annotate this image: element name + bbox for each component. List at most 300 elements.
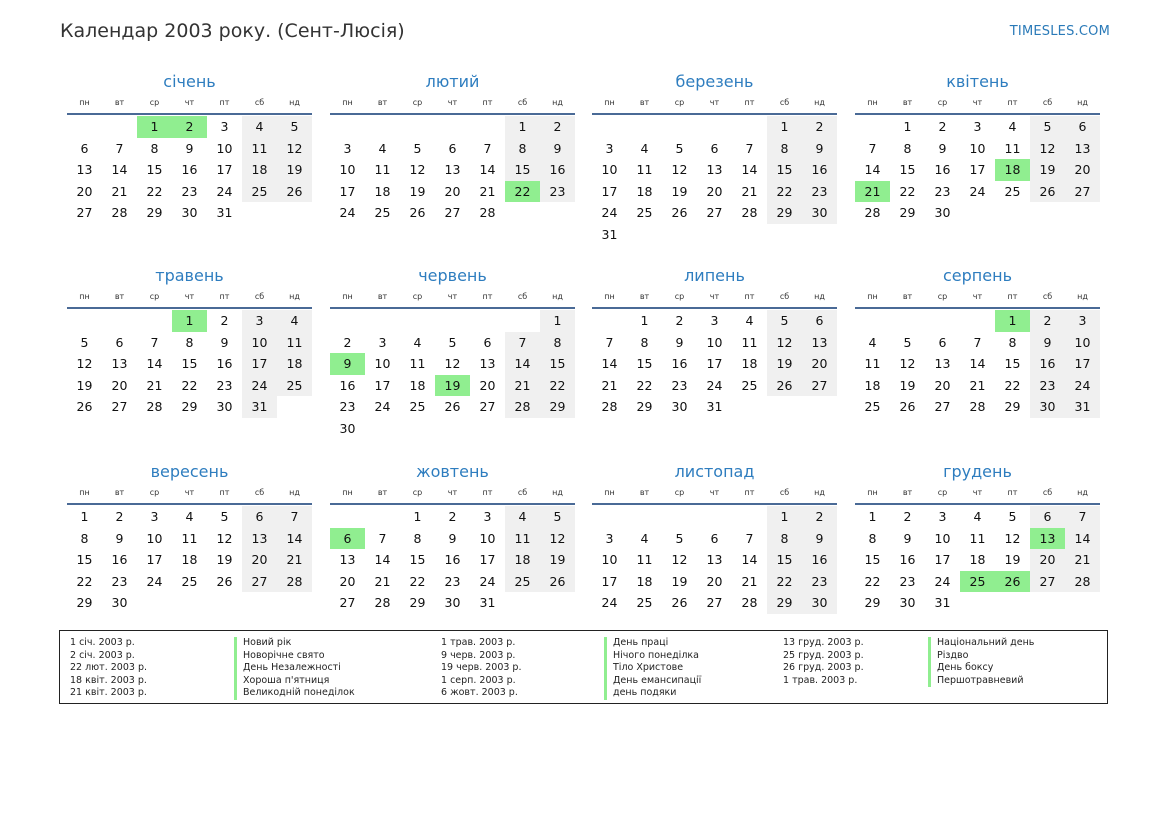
day-cell: 6 — [710, 140, 719, 156]
day-cell: 29 — [409, 595, 426, 610]
day-cell: 11 — [277, 332, 312, 354]
month-name: серпень — [943, 266, 1012, 285]
empty-cell — [137, 310, 172, 332]
weekday-label: пт — [1007, 292, 1018, 301]
weekday-label: сб — [517, 292, 528, 301]
empty-cell — [365, 116, 400, 138]
day-cell: 24 — [601, 205, 618, 220]
day-cell: 17 — [706, 356, 723, 371]
day-cell: 3 — [150, 509, 159, 524]
day-cell: 21 — [277, 549, 312, 571]
day-cell: 5 — [220, 509, 229, 524]
day-cell: 7 — [745, 530, 754, 546]
day-cell: 18 — [242, 159, 277, 181]
day-cell: 23 — [802, 571, 837, 593]
month-block — [855, 264, 1100, 418]
day-cell: 28 — [146, 399, 163, 414]
day-cell: 15 — [146, 162, 163, 177]
day-grid — [67, 506, 312, 614]
weekday-header — [855, 290, 1100, 309]
day-cell: 28 — [1065, 571, 1100, 593]
weekday-label: нд — [1077, 292, 1088, 301]
day-grid — [330, 116, 575, 224]
day-cell: 16 — [671, 356, 688, 371]
day-cell: 14 — [864, 162, 881, 177]
day-cell: 31 — [934, 595, 951, 610]
month-name: грудень — [943, 462, 1012, 481]
day-cell: 1 — [995, 310, 1030, 332]
day-cell: 27 — [706, 595, 723, 610]
day-cell: 14 — [146, 356, 163, 371]
day-cell: 15 — [636, 356, 653, 371]
empty-cell — [592, 310, 627, 332]
day-grid — [330, 506, 575, 614]
day-cell: 11 — [636, 162, 653, 177]
day-cell: 25 — [277, 375, 312, 397]
day-cell: 12 — [409, 162, 426, 177]
day-cell: 17 — [216, 162, 233, 177]
day-cell: 2 — [802, 506, 837, 528]
day-cell: 13 — [1030, 528, 1065, 550]
empty-cell — [400, 116, 435, 138]
day-cell: 18 — [995, 159, 1030, 181]
day-cell: 18 — [409, 377, 426, 393]
day-cell: 7 — [378, 530, 387, 546]
weekday-label: пн — [867, 488, 878, 497]
empty-cell — [365, 310, 400, 332]
day-cell: 14 — [374, 552, 391, 567]
legend-holiday-name: Першотравневий — [928, 675, 1034, 688]
day-cell: 16 — [111, 552, 128, 567]
day-cell: 21 — [505, 375, 540, 397]
weekday-label: чт — [447, 98, 458, 107]
day-cell: 18 — [636, 573, 653, 589]
day-cell: 30 — [671, 399, 688, 414]
empty-cell — [662, 116, 697, 138]
day-cell: 14 — [741, 552, 758, 567]
day-cell: 23 — [444, 573, 461, 589]
day-cell: 29 — [181, 399, 198, 414]
day-cell: 8 — [413, 530, 422, 546]
day-cell: 2 — [938, 119, 947, 134]
day-cell: 13 — [802, 332, 837, 354]
day-cell: 24 — [146, 573, 163, 589]
day-cell: 11 — [409, 356, 426, 371]
day-cell: 11 — [969, 530, 986, 546]
day-cell: 29 — [636, 399, 653, 414]
day-grid — [67, 310, 312, 418]
day-cell: 23 — [1030, 375, 1065, 397]
day-cell: 24 — [969, 183, 986, 199]
day-cell: 27 — [339, 595, 356, 610]
day-cell: 9 — [802, 138, 837, 160]
day-cell: 29 — [899, 205, 916, 220]
day-cell: 15 — [505, 159, 540, 181]
day-cell: 3 — [378, 334, 387, 350]
weekday-label: нд — [289, 292, 300, 301]
day-cell: 17 — [146, 552, 163, 567]
day-cell: 30 — [802, 592, 837, 614]
empty-cell — [67, 116, 102, 138]
day-cell: 8 — [1008, 334, 1017, 350]
weekday-label: пн — [79, 98, 90, 107]
day-cell: 1 — [137, 116, 172, 138]
day-cell: 5 — [1030, 116, 1065, 138]
day-cell: 4 — [868, 334, 877, 350]
weekday-label: сб — [517, 488, 528, 497]
legend-date: 1 трав. 2003 р. — [441, 637, 516, 648]
day-cell: 12 — [899, 356, 916, 371]
day-cell: 26 — [76, 399, 93, 414]
weekday-label: вт — [114, 98, 125, 107]
day-cell: 21 — [1065, 549, 1100, 571]
day-cell: 9 — [448, 530, 457, 546]
day-cell: 16 — [802, 549, 837, 571]
day-cell: 27 — [479, 399, 496, 414]
weekday-header — [592, 96, 837, 115]
weekday-label: пн — [867, 98, 878, 107]
weekday-label: чт — [709, 98, 720, 107]
day-cell: 9 — [903, 530, 912, 546]
weekday-label: нд — [1077, 98, 1088, 107]
weekday-label: пн — [79, 292, 90, 301]
day-cell: 26 — [216, 573, 233, 589]
legend-date: 2 січ. 2003 р. — [70, 649, 135, 661]
day-cell: 12 — [216, 530, 233, 546]
day-cell: 23 — [339, 399, 356, 414]
day-cell: 31 — [601, 226, 618, 242]
day-cell: 15 — [767, 159, 802, 181]
weekday-label: пт — [744, 292, 755, 301]
day-cell: 21 — [146, 377, 163, 393]
day-cell: 12 — [277, 138, 312, 160]
day-cell: 24 — [934, 573, 951, 589]
legend-holiday-name: Різдво — [928, 650, 1034, 663]
day-cell: 19 — [409, 183, 426, 199]
month-block — [592, 460, 837, 614]
day-cell: 27 — [76, 205, 93, 220]
day-cell: 24 — [1065, 375, 1100, 397]
day-cell: 20 — [76, 183, 93, 199]
day-cell: 17 — [601, 183, 618, 199]
weekday-label: пт — [1007, 488, 1018, 497]
day-cell: 28 — [601, 399, 618, 414]
day-cell: 12 — [1004, 530, 1021, 546]
day-cell: 21 — [969, 377, 986, 393]
day-cell: 27 — [934, 399, 951, 414]
empty-cell — [102, 310, 137, 332]
day-cell: 9 — [938, 140, 947, 156]
day-cell: 10 — [601, 552, 618, 567]
weekday-label: чт — [447, 488, 458, 497]
day-cell: 27 — [706, 205, 723, 220]
day-cell: 26 — [767, 375, 802, 397]
day-cell: 19 — [671, 183, 688, 199]
day-cell: 6 — [710, 530, 719, 546]
weekday-label: чт — [709, 292, 720, 301]
day-cell: 19 — [1004, 552, 1021, 567]
day-cell: 11 — [374, 162, 391, 177]
day-cell: 3 — [605, 140, 614, 156]
day-cell: 4 — [505, 506, 540, 528]
day-cell: 8 — [868, 530, 877, 546]
month-name: вересень — [150, 462, 229, 481]
weekday-label: ср — [937, 98, 948, 107]
day-cell: 15 — [76, 552, 93, 567]
month-name: березень — [675, 72, 754, 91]
month-block — [330, 264, 575, 439]
day-cell: 18 — [864, 377, 881, 393]
day-cell: 31 — [479, 595, 496, 610]
day-cell: 17 — [601, 573, 618, 589]
weekday-label: пн — [342, 292, 353, 301]
day-cell: 17 — [339, 183, 356, 199]
day-cell: 13 — [76, 162, 93, 177]
day-cell: 4 — [1008, 119, 1017, 134]
empty-cell — [400, 310, 435, 332]
day-cell: 19 — [1030, 159, 1065, 181]
day-cell: 15 — [540, 353, 575, 375]
weekday-label: чт — [184, 98, 195, 107]
legend-date: 21 квіт. 2003 р. — [70, 687, 147, 698]
day-grid — [67, 116, 312, 224]
day-cell: 26 — [444, 399, 461, 414]
day-cell: 31 — [1065, 396, 1100, 418]
day-grid — [592, 506, 837, 614]
weekday-header — [67, 96, 312, 115]
day-cell: 12 — [1030, 138, 1065, 160]
day-cell: 23 — [111, 573, 128, 589]
weekday-label: сб — [1042, 98, 1053, 107]
day-cell: 30 — [339, 420, 356, 436]
weekday-label: пн — [342, 98, 353, 107]
weekday-label: пт — [744, 488, 755, 497]
weekday-label: пн — [79, 488, 90, 497]
day-cell: 6 — [1030, 506, 1065, 528]
legend-holiday-name: Новорічне свято — [234, 650, 355, 663]
weekday-label: пт — [482, 98, 493, 107]
weekday-label: ср — [149, 292, 160, 301]
month-name: червень — [418, 266, 487, 285]
day-cell: 20 — [706, 183, 723, 199]
weekday-label: сб — [1042, 488, 1053, 497]
day-cell: 29 — [1004, 399, 1021, 414]
weekday-header — [330, 486, 575, 505]
day-cell: 22 — [767, 571, 802, 593]
day-cell: 24 — [242, 375, 277, 397]
day-cell: 22 — [540, 375, 575, 397]
day-cell: 22 — [409, 573, 426, 589]
day-cell: 8 — [767, 528, 802, 550]
day-cell: 11 — [505, 528, 540, 550]
weekday-label: вт — [639, 488, 650, 497]
day-cell: 8 — [903, 140, 912, 156]
day-cell: 1 — [505, 116, 540, 138]
day-cell: 16 — [540, 159, 575, 181]
weekday-label: вт — [377, 292, 388, 301]
day-cell: 17 — [479, 552, 496, 567]
weekday-label: ср — [674, 292, 685, 301]
day-cell: 27 — [1030, 571, 1065, 593]
month-name: лютий — [425, 72, 480, 91]
legend-date: 19 черв. 2003 р. — [441, 662, 522, 673]
day-cell: 7 — [745, 140, 754, 156]
day-cell: 5 — [675, 530, 684, 546]
day-cell: 6 — [115, 334, 124, 350]
day-cell: 8 — [640, 334, 649, 350]
weekday-label: вт — [902, 488, 913, 497]
day-cell: 25 — [505, 571, 540, 593]
day-cell: 12 — [76, 356, 93, 371]
day-cell: 27 — [444, 205, 461, 220]
weekday-label: пт — [219, 292, 230, 301]
weekday-label: нд — [289, 488, 300, 497]
day-cell: 25 — [636, 205, 653, 220]
day-cell: 3 — [220, 119, 229, 134]
weekday-header — [330, 96, 575, 115]
day-grid — [855, 310, 1100, 418]
day-grid — [330, 310, 575, 439]
weekday-label: сб — [779, 292, 790, 301]
weekday-label: пт — [482, 488, 493, 497]
day-cell: 19 — [767, 353, 802, 375]
month-block — [67, 460, 312, 614]
day-cell: 27 — [802, 375, 837, 397]
empty-cell — [470, 116, 505, 138]
day-cell: 1 — [868, 509, 877, 524]
empty-cell — [627, 116, 662, 138]
day-cell: 15 — [409, 552, 426, 567]
day-cell: 20 — [1065, 159, 1100, 181]
day-cell: 25 — [636, 595, 653, 610]
day-cell: 28 — [277, 571, 312, 593]
day-cell: 28 — [111, 205, 128, 220]
day-cell: 23 — [671, 377, 688, 393]
weekday-label: вт — [902, 292, 913, 301]
day-cell: 26 — [1030, 181, 1065, 203]
day-cell: 26 — [671, 595, 688, 610]
weekday-header — [592, 486, 837, 505]
day-cell: 14 — [277, 528, 312, 550]
day-cell: 25 — [242, 181, 277, 203]
day-cell: 7 — [1065, 506, 1100, 528]
day-cell: 12 — [767, 332, 802, 354]
day-cell: 10 — [601, 162, 618, 177]
day-cell: 10 — [242, 332, 277, 354]
day-cell: 12 — [671, 162, 688, 177]
weekday-header — [67, 290, 312, 309]
day-cell: 4 — [640, 140, 649, 156]
day-cell: 21 — [741, 183, 758, 199]
day-cell: 13 — [339, 552, 356, 567]
day-cell: 26 — [409, 205, 426, 220]
weekday-label: чт — [972, 488, 983, 497]
day-cell: 27 — [1065, 181, 1100, 203]
day-cell: 10 — [374, 356, 391, 371]
day-cell: 3 — [1065, 310, 1100, 332]
legend-dates-column-1 — [70, 637, 147, 700]
month-block — [855, 70, 1100, 224]
day-cell: 2 — [675, 313, 684, 328]
brand-link[interactable]: TIMESLES.COM — [1009, 24, 1110, 39]
weekday-label: пн — [867, 292, 878, 301]
day-cell: 22 — [1004, 377, 1021, 393]
legend-holiday-name: Нічого понеділка — [604, 650, 701, 663]
day-cell: 3 — [242, 310, 277, 332]
day-cell: 4 — [242, 116, 277, 138]
day-cell: 8 — [505, 138, 540, 160]
day-cell: 16 — [1030, 353, 1065, 375]
day-cell: 8 — [540, 332, 575, 354]
weekday-label: вт — [639, 292, 650, 301]
day-cell: 10 — [216, 140, 233, 156]
weekday-label: ср — [412, 98, 423, 107]
day-cell: 13 — [706, 552, 723, 567]
day-cell: 8 — [150, 140, 159, 156]
day-cell: 2 — [220, 313, 229, 328]
weekday-label: чт — [972, 98, 983, 107]
day-cell: 2 — [540, 116, 575, 138]
day-cell: 11 — [636, 552, 653, 567]
day-cell: 26 — [671, 205, 688, 220]
day-cell: 16 — [216, 356, 233, 371]
empty-cell — [592, 116, 627, 138]
day-cell: 1 — [640, 313, 649, 328]
day-cell: 13 — [934, 356, 951, 371]
day-cell: 23 — [181, 183, 198, 199]
day-cell: 23 — [899, 573, 916, 589]
day-cell: 10 — [934, 530, 951, 546]
day-cell: 9 — [675, 334, 684, 350]
day-cell: 13 — [444, 162, 461, 177]
day-cell: 21 — [479, 183, 496, 199]
legend-holiday-name: День Незалежності — [234, 662, 355, 675]
weekday-label: сб — [779, 98, 790, 107]
day-cell: 5 — [277, 116, 312, 138]
weekday-label: ср — [412, 488, 423, 497]
legend-dates-column-2 — [441, 637, 521, 700]
day-grid — [592, 116, 837, 245]
day-cell: 5 — [1008, 509, 1017, 524]
day-cell: 25 — [374, 205, 391, 220]
day-cell: 29 — [767, 202, 802, 224]
empty-cell — [330, 506, 365, 528]
weekday-label: нд — [552, 98, 563, 107]
weekday-label: сб — [254, 98, 265, 107]
day-cell: 17 — [242, 353, 277, 375]
day-cell: 8 — [185, 334, 194, 350]
day-cell: 12 — [671, 552, 688, 567]
weekday-label: вт — [377, 98, 388, 107]
day-cell: 24 — [601, 595, 618, 610]
empty-cell — [960, 310, 995, 332]
weekday-label: чт — [184, 488, 195, 497]
empty-cell — [365, 506, 400, 528]
day-cell: 22 — [76, 573, 93, 589]
day-cell: 21 — [601, 377, 618, 393]
day-cell: 15 — [864, 552, 881, 567]
day-cell: 1 — [413, 509, 422, 524]
day-cell: 7 — [483, 140, 492, 156]
day-cell: 11 — [741, 334, 758, 350]
day-cell: 20 — [444, 183, 461, 199]
day-cell: 20 — [706, 573, 723, 589]
day-cell: 9 — [185, 140, 194, 156]
weekday-header — [67, 486, 312, 505]
day-cell: 1 — [540, 310, 575, 332]
day-cell: 20 — [479, 377, 496, 393]
day-cell: 2 — [343, 334, 352, 350]
